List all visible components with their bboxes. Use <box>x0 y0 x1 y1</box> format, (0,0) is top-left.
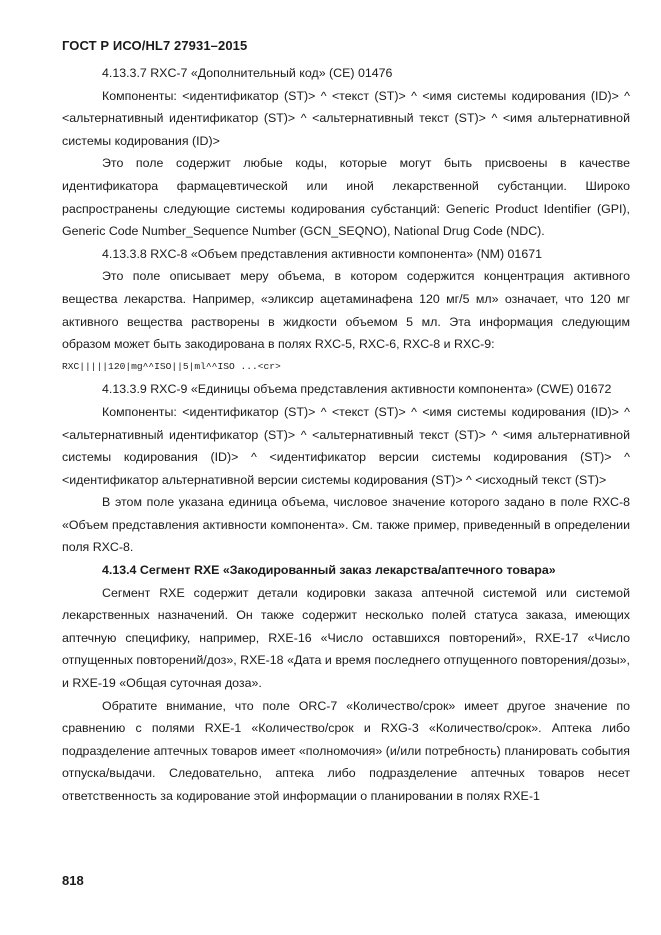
description-paragraph-rxc7: Это поле содержит любые коды, которые могут быть присвоены в качестве идентификатора фармацевтической или иной лекарственной субстанции. Широко распространены следующие системы кодирования субстанций: Generic Product Identifier (GPI), Generic Code Number_Sequence Number (GCN_SEQNO), National Drug Code (NDC). <box>62 156 630 239</box>
section-heading-4-13-4: 4.13.4 Сегмент RXE «Закодированный заказ лекарства/аптечного товара» <box>102 563 556 578</box>
components-paragraph-rxc9: Компоненты: <идентификатор (ST)> ^ <текст (ST)> ^ <имя системы кодирования (ID)> ^ <альтернативный идентификатор (ST)> ^ <альтернативный текст (ST)> ^ <имя альтернативной системы кодирования (ID)> ^ <идентификатор версии системы кодирования (ST)> ^ <идентификатор альтернативной версии системы кодирования (ST)> ^ <исходный текст (ST)> <box>62 404 630 487</box>
document-header: ГОСТ Р ИСО/HL7 27931–2015 <box>62 38 248 53</box>
rxe-paragraph-2: Обратите внимание, что поле ORC-7 «Количество/срок» имеет другое значение по сравнению с полями RXE-1 «Количество/срок и RXG-3 «Количество/срок». Аптека либо подразделение аптечных товаров имеет «полномочия» (и/или потребность) планировать события отпуска/выдачи. Следовательно, аптека либо подразделение аптечных товаров несет ответственность за кодирование этой информации о планировании в полях RXE-1 <box>62 698 630 803</box>
document-body <box>62 62 630 808</box>
section-heading-4-13-3-9: 4.13.3.9 RXC-9 «Единицы объема представления активности компонента» (CWE) 01672 <box>102 382 612 397</box>
section-heading-4-13-3-8: 4.13.3.8 RXC-8 «Объем представления активности компонента» (NM) 01671 <box>102 246 542 261</box>
section-heading-4-13-3-7: 4.13.3.7 RXC-7 «Дополнительный код» (CE) 01476 <box>102 66 393 80</box>
description-paragraph-rxc8: Это поле описывает меру объема, в котором содержится концентрация активного вещества лекарства. Например, «эликсир ацетаминафена 120 мг/5 мл» означает, что 120 мг активного вещества растворены в жидкости объемом 5 мл. Эта информация следующим образом может быть закодирована в полях RXC-5, RXC-6, RXC-8 и RXC-9: <box>62 269 630 352</box>
rxe-paragraph-1: Сегмент RXE содержит детали кодировки заказа аптечной системой или системой лекарственных назначений. Он также содержит несколько полей статуса заказа, имеющих аптечную специфику, например, RXE-16 «Число оставшихся повторений», RXE-17 «Число отпущенных повторений/доз», RXE-18 «Дата и время последнего отпущенного повторения/дозы», и RXE-19 «Общая суточная доза». <box>62 585 630 691</box>
code-example-rxc: RXC|||||120|mg^^ISO||5|ml^^ISO ...<cr> <box>62 360 281 372</box>
page-number: 818 <box>62 873 84 888</box>
components-paragraph-rxc7: Компоненты: <идентификатор (ST)> ^ <текст (ST)> ^ <имя системы кодирования (ID)> ^ <альтернативный идентификатор (ST)> ^ <альтернативный текст (ST)> ^ <имя альтернативной системы кодирования (ID)> <box>62 88 630 148</box>
description-paragraph-rxc9: В этом поле указана единица объема, числовое значение которого задано в поле RXC-8 «Объем представления активности компонента». См. также пример, приведенный в определении поля RXC-8. <box>62 495 630 555</box>
